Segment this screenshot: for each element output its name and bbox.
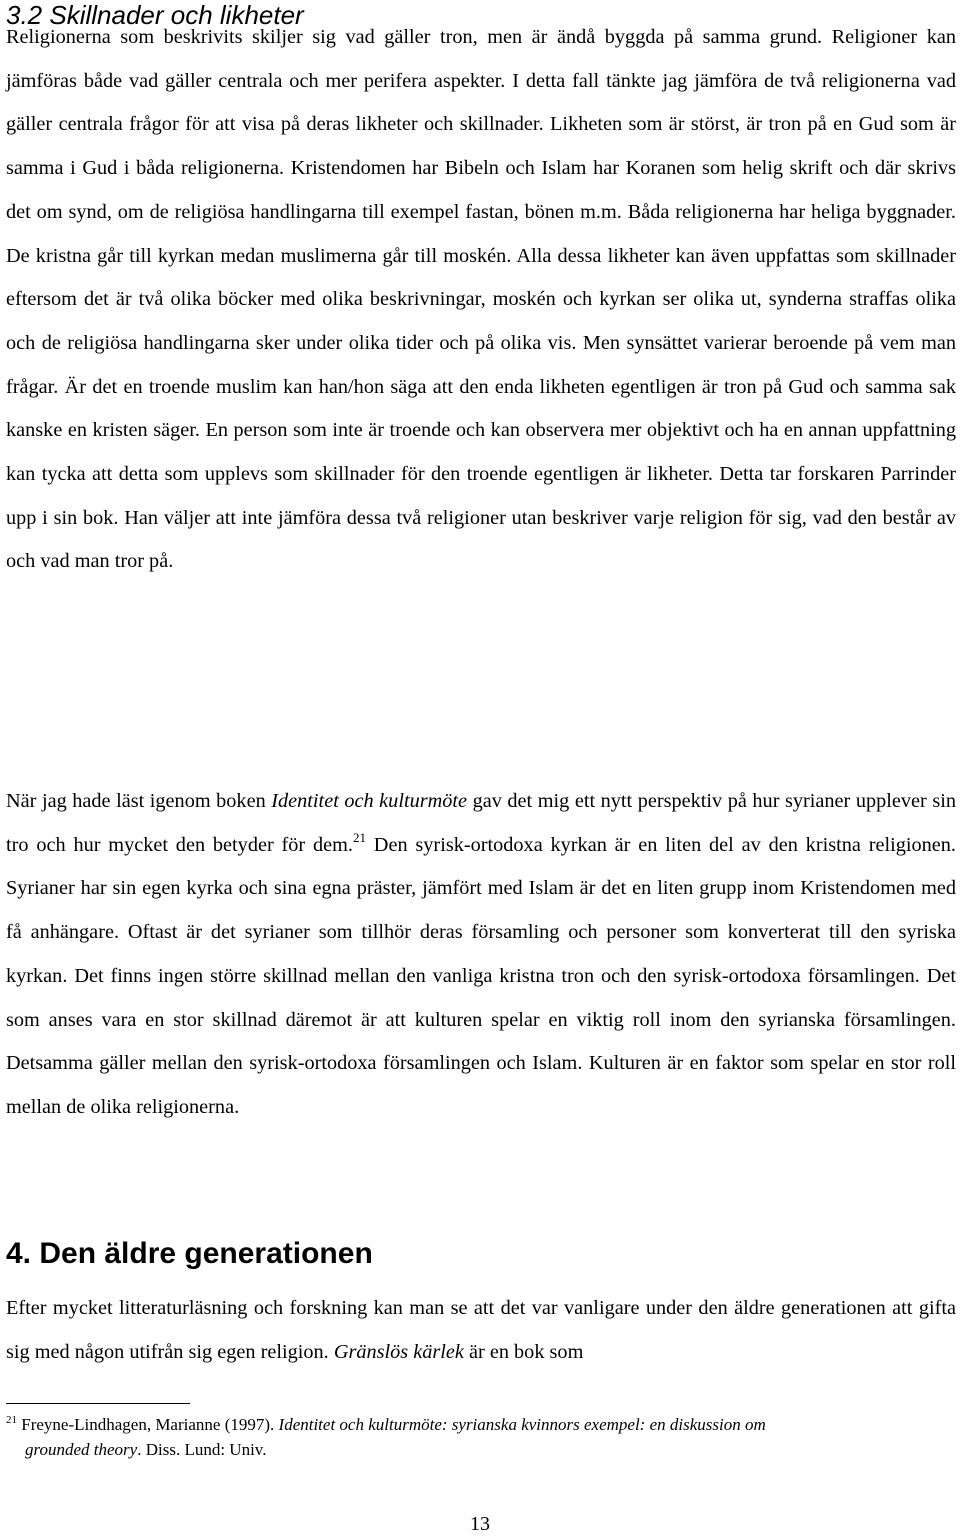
body-paragraph: [6, 780, 956, 1130]
body-paragraph: Religionerna som beskrivits skiljer sig vad gäller tron, men är ändå byggda på samma grund. Religioner kan jämföras både vad gäller centrala och mer perifera aspekter. I detta fall tänkte jag jämföra de två religionerna vad gäller centrala frågor för att visa på deras likheter och skillnader. Likheten som är störst, är tron på en Gud som är samma i Gud i båda religionerna. Kristendomen har Bibeln och Islam har Koranen som helig skrift och där skrivs det om synd, om de religiösa handlingarna till exempel fastan, bönen m.m. Båda religionerna har heliga byggnader. De kristna går till kyrkan medan muslimerna går till moskén. Alla dessa likheter kan även uppfattas som skillnader eftersom det är två olika böcker med olika beskrivningar, moskén och kyrkan ser olika ut, synderna straffas olika och de religiösa handlingarna sker under olika tider och på olika vis. Men synsättet varierar beroende på vem man frågar. Är det en troende muslim kan han/hon säga att den enda likheten egentligen är tron på Gud och samma sak kanske en kristen säger. En person som inte är troende och kan observera mer objektivt och ha en annan uppfattning kan tycka att detta som upplevs som skillnader för den troende egentligen är likheter. Detta tar forskaren Parrinder upp i sin bok. Han väljer att inte jämföra dessa två religioner utan beskriver varje religion för sig, vad den består av och vad man tror på.: [6, 26, 956, 573]
footnote-title: Identitet och kulturmöte: syrianska kvinnors exempel: en diskussion om: [278, 1415, 766, 1434]
footnote-line: [6, 1437, 956, 1462]
paragraph-text: När jag hade läst igenom boken: [6, 790, 272, 812]
footnote: [6, 1412, 956, 1462]
paragraph-text: Efter mycket litteraturläsning och forskning kan man se att det var vanligare under den äldre generationen att gifta sig med någon utifrån sig egen religion.: [6, 1297, 956, 1363]
footnote-line: [6, 1412, 956, 1437]
footnote-marker: 21: [6, 1414, 17, 1426]
footnote-divider: [6, 1403, 190, 1404]
footnote-author: Freyne-Lindhagen, Marianne (1997).: [17, 1415, 279, 1434]
footnote-reference[interactable]: 21: [352, 829, 366, 845]
section-heading: 3.2 Skillnader och likheter: [6, 0, 304, 30]
chapter-heading: 4. Den äldre generationen: [6, 1237, 373, 1270]
book-title: Gränslös kärlek: [333, 1340, 464, 1363]
book-title: Identitet och kulturmöte: [271, 790, 468, 812]
footnote-title: grounded theory: [25, 1440, 138, 1459]
paragraph-text: Den syrisk-ortodoxa kyrkan är en liten del av den kristna religionen. Syrianer har sin egen kyrka och sina egna präster, jämfört med Islam är det en liten grupp inom Kristendomen med få anhängare. Oftast är det syrianer som tillhör deras församling och personer som konverterat till den syriska kyrkan. Det finns ingen större skillnad mellan den vanliga kristna tron och den syrisk-ortodoxa församlingen. Det som anses vara en stor skillnad däremot är att kulturen spelar en viktig roll inom den syrianska församlingen. Detsamma gäller mellan den syrisk-ortodoxa församlingen och Islam. Kulturen är en faktor som spelar en stor roll mellan de olika religionerna.: [6, 833, 956, 1118]
footnote-publication: . Diss. Lund: Univ.: [137, 1440, 267, 1459]
paragraph-text: är en bok som: [463, 1340, 584, 1363]
paragraph-text: gav det mig ett nytt perspektiv på hur syrianer upplever sin tro och hur mycket den betyder för dem.: [6, 790, 957, 856]
page-number: 13: [470, 1513, 490, 1535]
body-paragraph: [6, 1287, 956, 1374]
